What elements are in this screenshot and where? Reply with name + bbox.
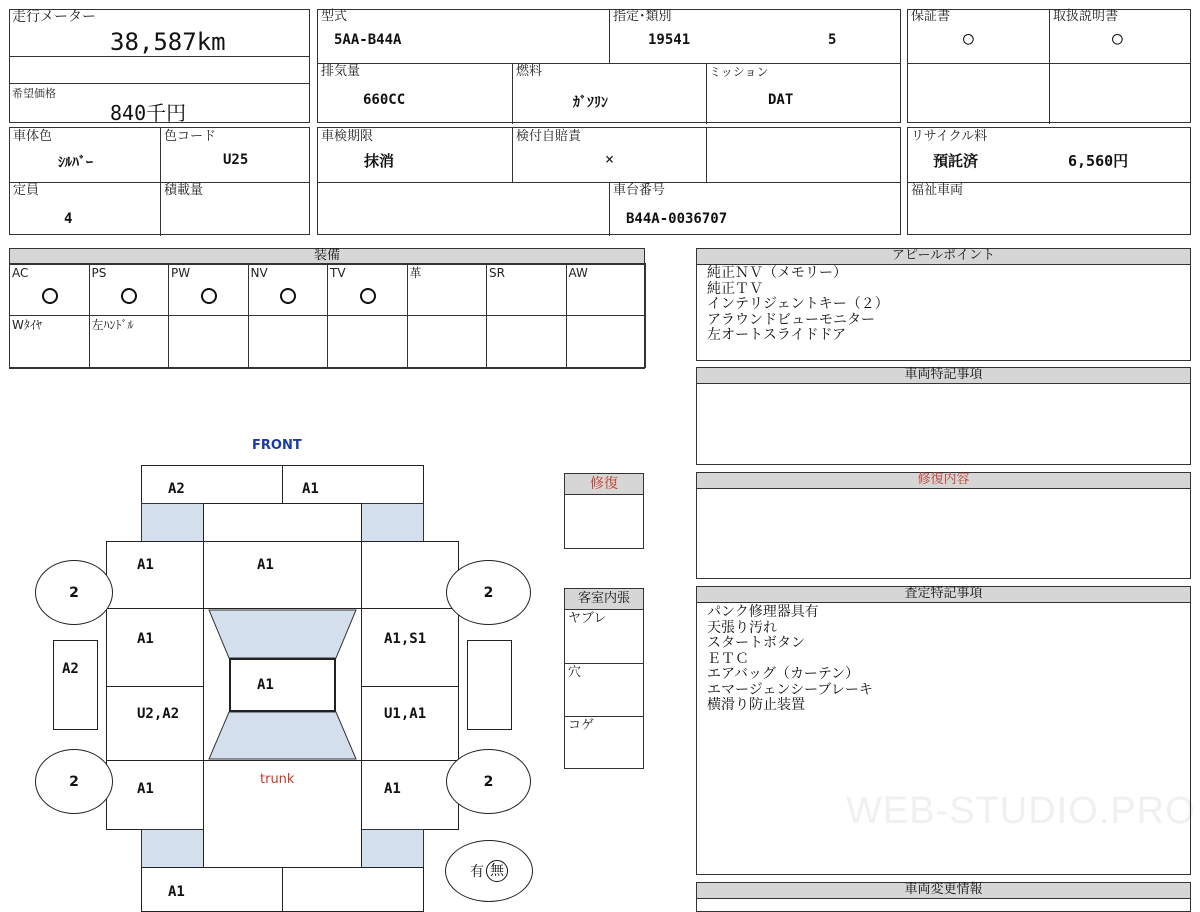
front-right-door	[361, 608, 459, 687]
interior-item-3: コゲ	[568, 718, 595, 733]
inspection-value: 抹消	[364, 152, 395, 170]
mileage-value: 38,587km	[110, 28, 226, 56]
trunk-label: trunk	[260, 772, 295, 787]
assessment-title: 査定特記事項	[697, 587, 1190, 603]
front-windshield	[209, 610, 356, 658]
designation-value2: 5	[828, 32, 837, 48]
recycle-label: リサイクル料	[911, 129, 988, 144]
assessment-item: エマージェンシーブレーキ	[707, 681, 873, 698]
rear-right-door-grade: U1,A1	[384, 706, 427, 722]
displacement-value: 660CC	[363, 92, 406, 108]
appeal-item: 左オートスライドドア	[707, 327, 847, 343]
front-right-fender	[361, 541, 459, 609]
vehicle-change-box	[696, 882, 1191, 912]
assessment-item: 横滑り防止装置	[707, 697, 805, 713]
front-left-fender	[106, 541, 204, 609]
assessment-item: パンク修理器具有	[707, 604, 819, 620]
appeal-item: アラウンドビューモニター	[707, 311, 875, 328]
insurance-label: 検付自賠責	[516, 129, 582, 144]
equipment-key: 革	[409, 266, 422, 280]
designation-value1: 19541	[648, 32, 691, 48]
appeal-item: 純正ＮＶ（メモリー）	[707, 265, 847, 281]
manual-label: 取扱説明書	[1053, 9, 1119, 24]
transmission-value: DAT	[768, 92, 794, 108]
rear-left-door-grade: U2,A2	[137, 706, 180, 722]
interior-item-2: 穴	[568, 665, 582, 680]
spare-yes: 有	[470, 864, 484, 880]
front-bumper-left-grade: A2	[168, 481, 185, 497]
hood-grade: A1	[257, 557, 274, 573]
front-label: FRONT	[252, 438, 302, 453]
equipment-key: TV	[330, 266, 346, 280]
recycle-amount: 6,560円	[1068, 152, 1129, 170]
roof	[229, 658, 336, 712]
rear-right-quarter-grade: A1	[384, 781, 401, 797]
front-left-door-grade: A1	[137, 631, 154, 647]
front-right-door-grade: A1,S1	[384, 631, 427, 647]
rear-bumper-left	[141, 867, 283, 912]
fuel-label: 燃料	[516, 64, 543, 79]
right-sill	[467, 640, 512, 730]
equipment-title: 装備	[10, 249, 644, 265]
front-right-lamp	[361, 503, 424, 542]
repair-content-title: 修復内容	[697, 473, 1190, 489]
equipment-cell	[566, 263, 647, 316]
special-notes-box	[696, 367, 1191, 465]
left-sill	[53, 640, 98, 730]
spare-no: 無	[486, 860, 508, 882]
appeal-box	[696, 248, 1191, 361]
tire-rear-right: 2	[446, 749, 531, 814]
price-value: 840千円	[110, 101, 187, 125]
front-left-lamp	[141, 503, 204, 542]
rear-bumper-left-grade: A1	[168, 884, 185, 900]
model-label: 型式	[321, 9, 348, 24]
special-notes-title: 車両特記事項	[697, 368, 1190, 384]
interior-box	[564, 588, 644, 769]
rear-right-quarter	[361, 760, 459, 830]
equipment-key: PW	[171, 266, 191, 280]
watermark: WEB-STUDIO.PRO	[846, 790, 1196, 832]
equipment-key: AC	[12, 266, 29, 280]
rear-right-door	[361, 686, 459, 761]
rear-left-quarter	[106, 760, 204, 830]
appeal-item: 純正ＴＶ	[707, 280, 763, 297]
load-label: 積載量	[164, 183, 204, 198]
recycle-status: 預託済	[933, 152, 979, 170]
equipment-key: 左ﾊﾝﾄﾞﾙ	[91, 318, 134, 332]
repair-content-box	[696, 472, 1191, 579]
assessment-item: エアバッグ（カーテン）	[707, 666, 860, 682]
front-left-fender-grade: A1	[137, 557, 154, 573]
rear-right-lamp	[361, 829, 424, 868]
manual-value: ○	[1112, 28, 1123, 49]
capacity-label: 定員	[13, 183, 40, 198]
appeal-list	[707, 266, 889, 344]
welfare-label: 福祉車両	[911, 183, 964, 198]
car-diagram	[0, 0, 560, 900]
capacity-value: 4	[64, 211, 73, 227]
rear-left-quarter-grade: A1	[137, 781, 154, 797]
spare-tire-badge	[445, 840, 533, 902]
color-code-label: 色コード	[164, 129, 217, 144]
assessment-list	[707, 605, 873, 714]
left-sill-grade: A2	[62, 661, 79, 677]
tire-rear-left: 2	[35, 749, 113, 814]
equipment-key: PS	[91, 266, 107, 280]
documents-box	[907, 9, 1191, 123]
rear-panel	[203, 829, 362, 868]
warranty-label: 保証書	[911, 9, 951, 24]
chassis-value: B44A-0036707	[626, 211, 728, 227]
price-label: 希望価格	[12, 87, 56, 100]
appeal-title: アピールポイント	[697, 249, 1190, 265]
assessment-item: 天張り汚れ	[707, 619, 777, 636]
assessment-item: ＥＴＣ	[707, 650, 749, 667]
tire-front-left: 2	[35, 560, 113, 625]
model-value: 5AA-B44A	[334, 32, 402, 48]
vehicle-change-title: 車両変更情報	[697, 883, 1190, 899]
interior-title: 客室内張	[565, 589, 643, 610]
recycle-box	[907, 127, 1191, 235]
chassis-label: 車台番号	[613, 183, 666, 198]
grille	[203, 503, 362, 542]
color-code-value: U25	[223, 152, 249, 168]
interior-item-1: ヤブレ	[568, 611, 607, 626]
color-label: 車体色	[13, 129, 53, 144]
roof-grade: A1	[257, 677, 274, 693]
appeal-item: インテリジェントキー（２）	[707, 296, 889, 312]
rear-left-lamp	[141, 829, 204, 868]
equipment-key: Wﾀｲﾔ	[12, 318, 42, 332]
repair-box	[564, 473, 644, 549]
assessment-item: スタートボタン	[707, 635, 805, 651]
front-bumper-left	[141, 465, 283, 504]
equipment-key: NV	[250, 266, 268, 280]
insurance-value: ×	[605, 150, 615, 168]
inspection-label: 車検期限	[321, 129, 374, 144]
rear-bumper-right	[282, 867, 424, 912]
repair-title: 修復	[565, 474, 643, 495]
hood	[203, 541, 362, 609]
equipment-cell	[566, 315, 647, 368]
front-bumper-right-grade: A1	[302, 481, 319, 497]
tire-front-right: 2	[446, 560, 531, 625]
designation-label: 指定･類別	[613, 9, 672, 24]
warranty-value: ○	[963, 28, 974, 49]
color-value: ｼﾙﾊﾞｰ	[58, 155, 93, 171]
front-left-door	[106, 608, 204, 687]
transmission-label: ミッション	[709, 65, 769, 79]
displacement-label: 排気量	[321, 64, 361, 79]
trunk-lid	[203, 760, 362, 830]
rear-windshield	[209, 712, 356, 759]
equipment-key: AW	[568, 266, 588, 280]
fuel-value: ｶﾞｿﾘﾝ	[573, 95, 608, 111]
rear-left-door	[106, 686, 204, 761]
equipment-key: SR	[489, 266, 505, 280]
mileage-label: 走行メーター	[12, 9, 96, 25]
